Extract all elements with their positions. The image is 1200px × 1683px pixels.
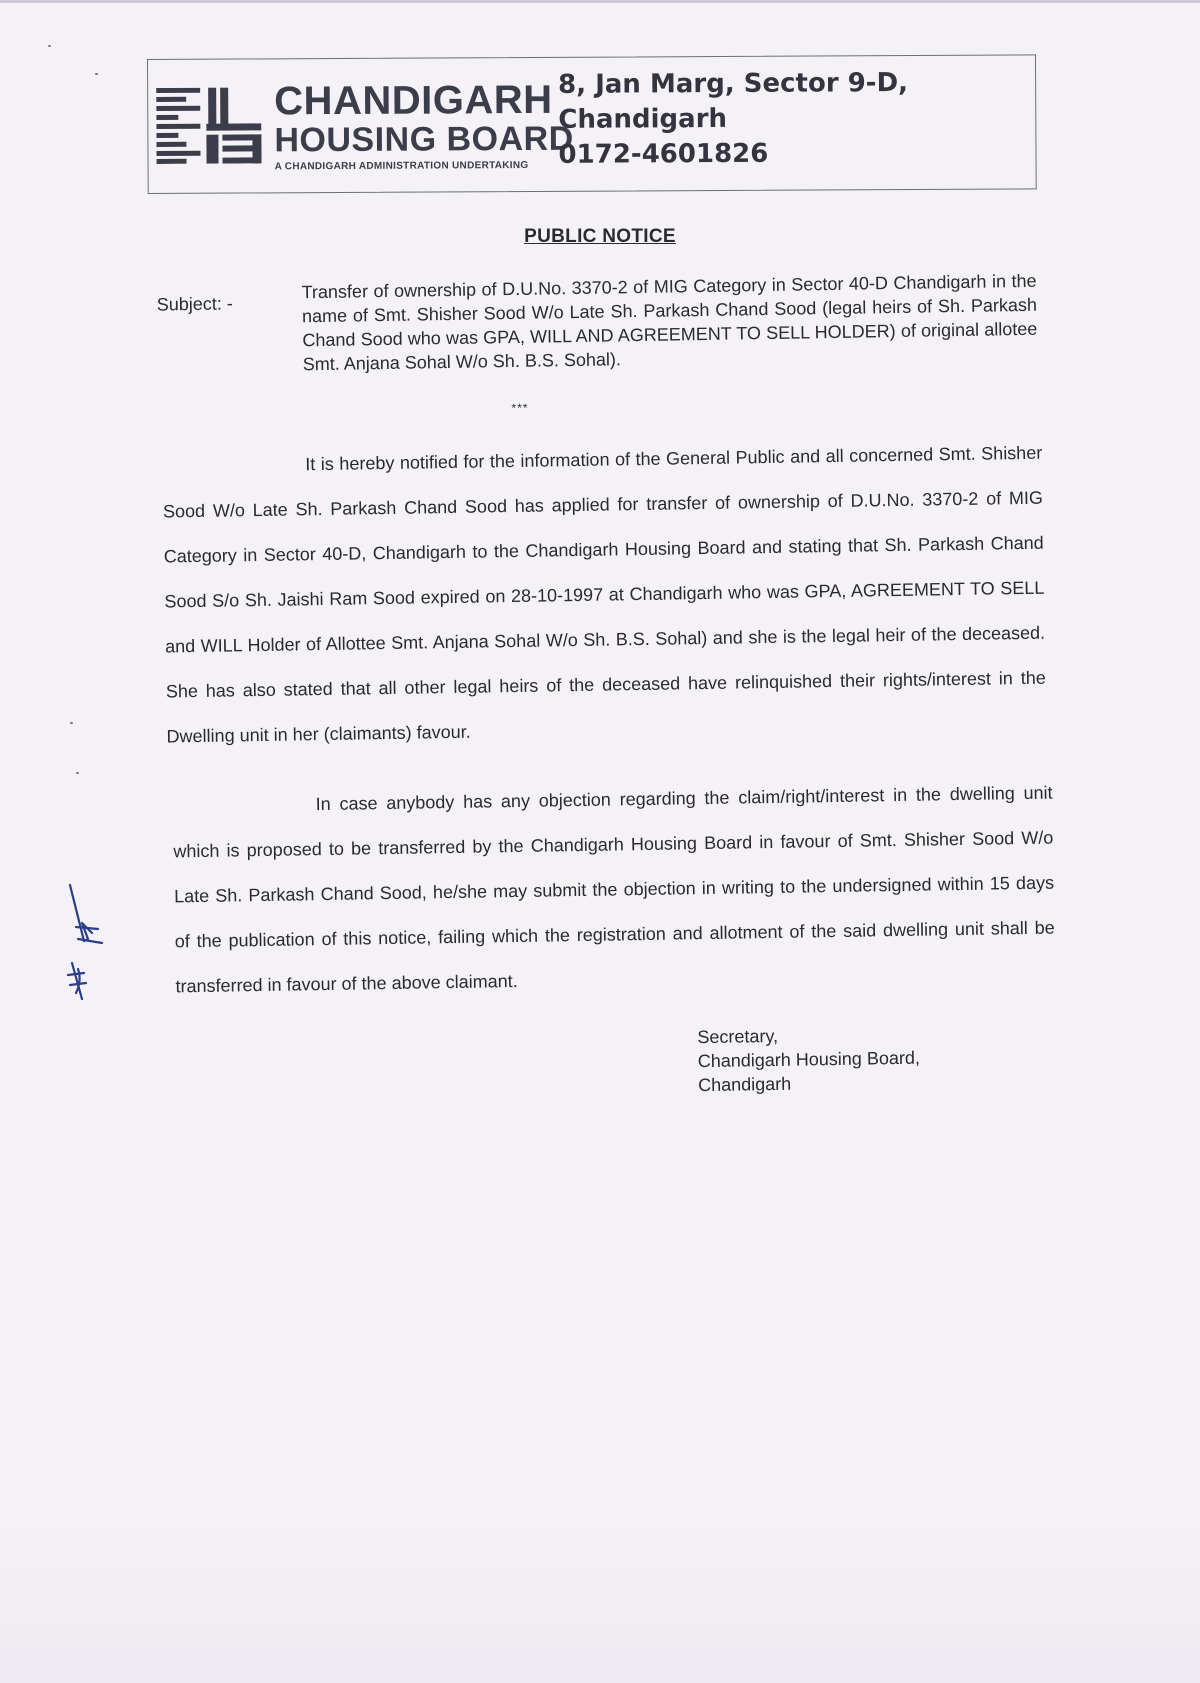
signatory-title: Secretary, [697,1025,779,1048]
notice-paragraph-2: In case anybody has any objection regarding the claim/right/interest in the dwelling unit which is proposed to be transferred by the Chandigarh Housing Board in favour of Smt. Shisher Sood W/o Late Sh. Parkash Chand Sood, he/she may submit the objection in writing to the undersigned within 15 days of the publication of this notice, failing which the registration and allotment of the said dwelling unit shall be transferred in favour of the above claimant. [173,782,1055,997]
section-separator: *** [511,400,529,416]
brand-name-line2: HOUSING BOARD [274,119,574,160]
brand-tagline: A CHANDIGARH ADMINISTRATION UNDERTAKING [274,160,529,173]
page-title: PUBLIC NOTICE [524,226,676,247]
notice-paragraph-1: It is hereby notified for the information of the General Public and all concerned Smt. Shisher Sood W/o Late Sh. Parkash Chand Sood has applied for transfer of ownership of D.U.No. 3370-2 of MIG Category in Sector 40-D, Chandigarh to the Chandigarh Housing Board and stating that Sh. Parkash Chand Sood S/o Sh. Jaishi Ram Sood expired on 28-10-1997 at Chandigarh who was GPA, AGREEMENT TO SELL and WILL Holder of Allottee Smt. Anjana Sohal W/o Sh. B.S. Sohal) and she is the legal heir of the deceased. She has also stated that all other legal heirs of the deceased have relinquished their rights/interest in the Dwelling unit in her (claimants) favour. [162,442,1046,747]
phone-number: 0172-4601826 [558,138,769,170]
signature-block [697,1022,920,1097]
brand-name-line1: CHANDIGARH [274,77,553,124]
handwritten-initials-mark [62,883,108,1005]
signatory-organisation: Chandigarh Housing Board, [697,1047,921,1072]
address-line1: 8, Jan Marg, Sector 9-D, [558,68,909,100]
subject-text: Transfer of ownership of D.U.No. 3370-2 of MIG Category in Sector 40-D Chandigarh in the name of Smt. Shisher Sood W/o Late Sh. Parkash Chand Sood (legal heirs of Sh. Parkash Chand Sood who was GPA, WILL AND AGREEMENT TO SELL HOLDER) of original allotee Smt. Anjana Sohal W/o Sh. B.S. Sohal). [301,270,1038,375]
subject-label: Subject: - [156,293,233,315]
address-line2: Chandigarh [558,103,728,135]
signatory-city: Chandigarh [697,1073,792,1096]
